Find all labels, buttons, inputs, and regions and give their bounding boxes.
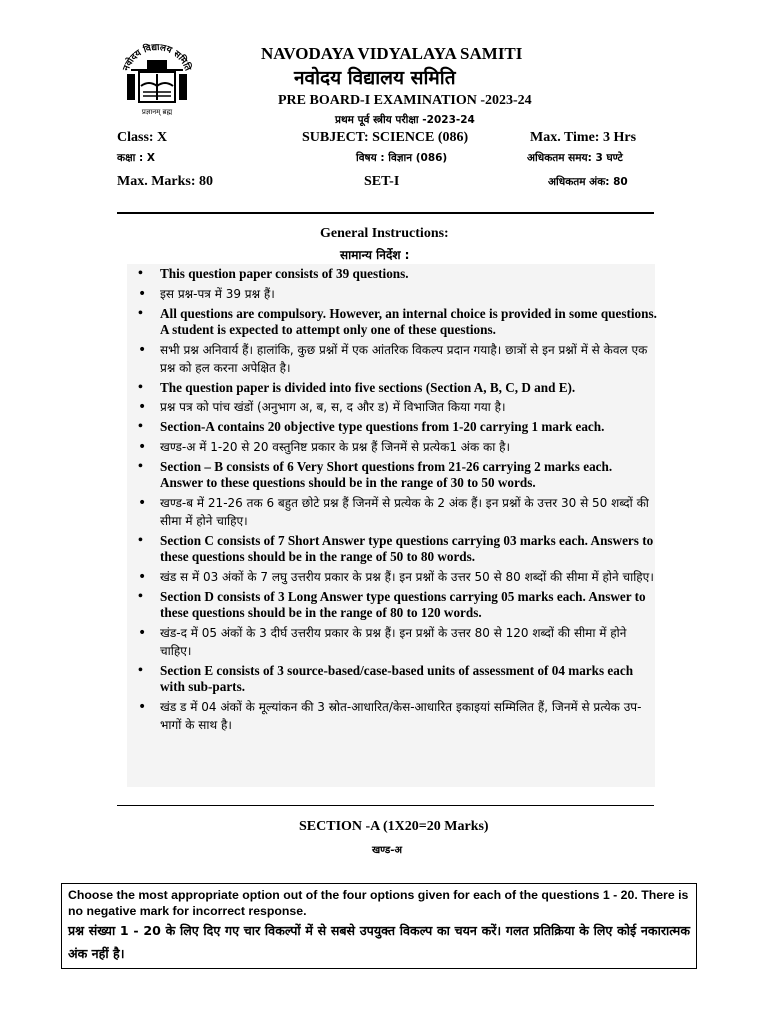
section-divider [117, 805, 654, 806]
section-a-title-en: SECTION -A (1X20=20 Marks) [299, 819, 489, 834]
subject-hi: विषय : विज्ञान (086) [356, 152, 448, 164]
header-divider [117, 212, 654, 214]
section-a-note-en: Choose the most appropriate option out of the four options given for each of the questions 1 - 20. There is no negative mark for incorrect response. [68, 888, 689, 918]
instruction-item: • The question paper is divided into five sections (Section A, B, C, D and E). [132, 380, 657, 397]
exam-title-hi: प्रथम पूर्व स्त्रीय परीक्षा -2023-24 [335, 114, 475, 126]
max-marks-hi: अधिकतम अंक: 80 [548, 176, 628, 188]
section-a-note-hi: प्रश्न संख्या 1 - 20 के लिए दिए गए चार विकल्पों में से सबसे उपयुक्त विकल्प का चयन करें। गलत प्रतिक्रिया के लिए कोई नकारात्मक अंक नहीं है। [68, 923, 690, 961]
instruction-item: • सभी प्रश्न अनिवार्य हैं। हालांकि, कुछ प्रश्नों में एक आंतरिक विकल्प प्रदान गयाहै। छात्रों से इन प्रश्नों में से केवल एक प्रश्न को हल करना अपेक्षित है। [132, 341, 657, 377]
instruction-item: • प्रश्न पत्र को पांच खंडों (अनुभाग अ, ब, स, द और ड) में विभाजित किया गया है। [132, 398, 657, 416]
nvs-logo [117, 40, 197, 118]
logo-arc-text: नवोदय विद्यालय समिति [121, 42, 193, 73]
set-label: SET-I [364, 174, 400, 189]
instruction-item: • इस प्रश्न-पत्र में 39 प्रश्न हैं। [132, 285, 657, 303]
max-time-hi: अधिकतम समय: 3 घण्टे [527, 152, 623, 164]
class-en: Class: X [117, 130, 168, 145]
exam-title-en: PRE BOARD-I EXAMINATION -2023-24 [278, 93, 532, 108]
instruction-item: • All questions are compulsory. However, an internal choice is provided in some questions. A student is expected to attempt only one of these questions. [132, 306, 657, 339]
instruction-item: • Section E consists of 3 source-based/case-based units of assessment of 04 marks each with sub-parts. [132, 663, 657, 696]
instructions-list [132, 266, 657, 737]
instruction-item: • Section-A contains 20 objective type questions from 1-20 carrying 1 mark each. [132, 419, 657, 436]
class-hi: कक्षा : X [117, 152, 155, 164]
section-a-note-box [61, 883, 697, 969]
instruction-item: • खंड-द में 05 अंकों के 3 दीर्घ उत्तरीय प्रकार के प्रश्न हैं। इन प्रश्नों के उत्तर 80 से 120 शब्दों की सीमा में होने चाहिए। [132, 624, 657, 660]
max-time-en: Max. Time: 3 Hrs [530, 130, 637, 145]
org-name-hi: नवोदय विद्यालय समिति [294, 67, 456, 89]
max-marks-en: Max. Marks: 80 [117, 174, 214, 189]
logo-motto: प्रज्ञानम् ब्रह्म [141, 108, 173, 116]
instruction-item: • खंड ड में 04 अंकों के मूल्यांकन की 3 स्रोत-आधारित/केस-आधारित इकाइयां सम्मिलित हैं, जिनमें से प्रत्येक उप-भागों के साथ है। [132, 698, 657, 734]
subject-en: SUBJECT: SCIENCE (086) [302, 130, 469, 145]
instruction-item: • Section D consists of 3 Long Answer type questions carrying 05 marks each. Answer to these questions should be in the range of 80 to 120 words. [132, 589, 657, 622]
instruction-item: • खण्ड-अ में 1-20 से 20 वस्तुनिष्ट प्रकार के प्रश्न हैं जिनमें से प्रत्येक1 अंक का है। [132, 438, 657, 456]
instruction-item: • Section – B consists of 6 Very Short questions from 21-26 carrying 2 marks each. Answer to these questions should be in the range of 30 to 50 words. [132, 459, 657, 492]
instruction-item: • खंड स में 03 अंकों के 7 लघु उत्तरीय प्रकार के प्रश्न हैं। इन प्रश्नों के उत्तर 50 से 80 शब्दों की सीमा में होने चाहिए। [132, 568, 657, 586]
org-name-en: NAVODAYA VIDYALAYA SAMITI [261, 44, 523, 63]
instruction-item: • This question paper consists of 39 questions. [132, 266, 657, 283]
instruction-item: • Section C consists of 7 Short Answer type questions carrying 03 marks each. Answers to these questions should be in the range of 50 to 80 words. [132, 533, 657, 566]
instructions-title-en: General Instructions: [320, 226, 449, 241]
section-a-title-hi: खण्ड-अ [372, 845, 403, 856]
instruction-item: • खण्ड-ब में 21-26 तक 6 बहुत छोटे प्रश्न हैं जिनमें से प्रत्येक के 2 अंक हैं। इन प्रश्नों के उत्तर 30 से 50 शब्दों की सीमा में होने चाहिए। [132, 494, 657, 530]
instructions-title-hi: सामान्य निर्देश : [340, 248, 410, 262]
